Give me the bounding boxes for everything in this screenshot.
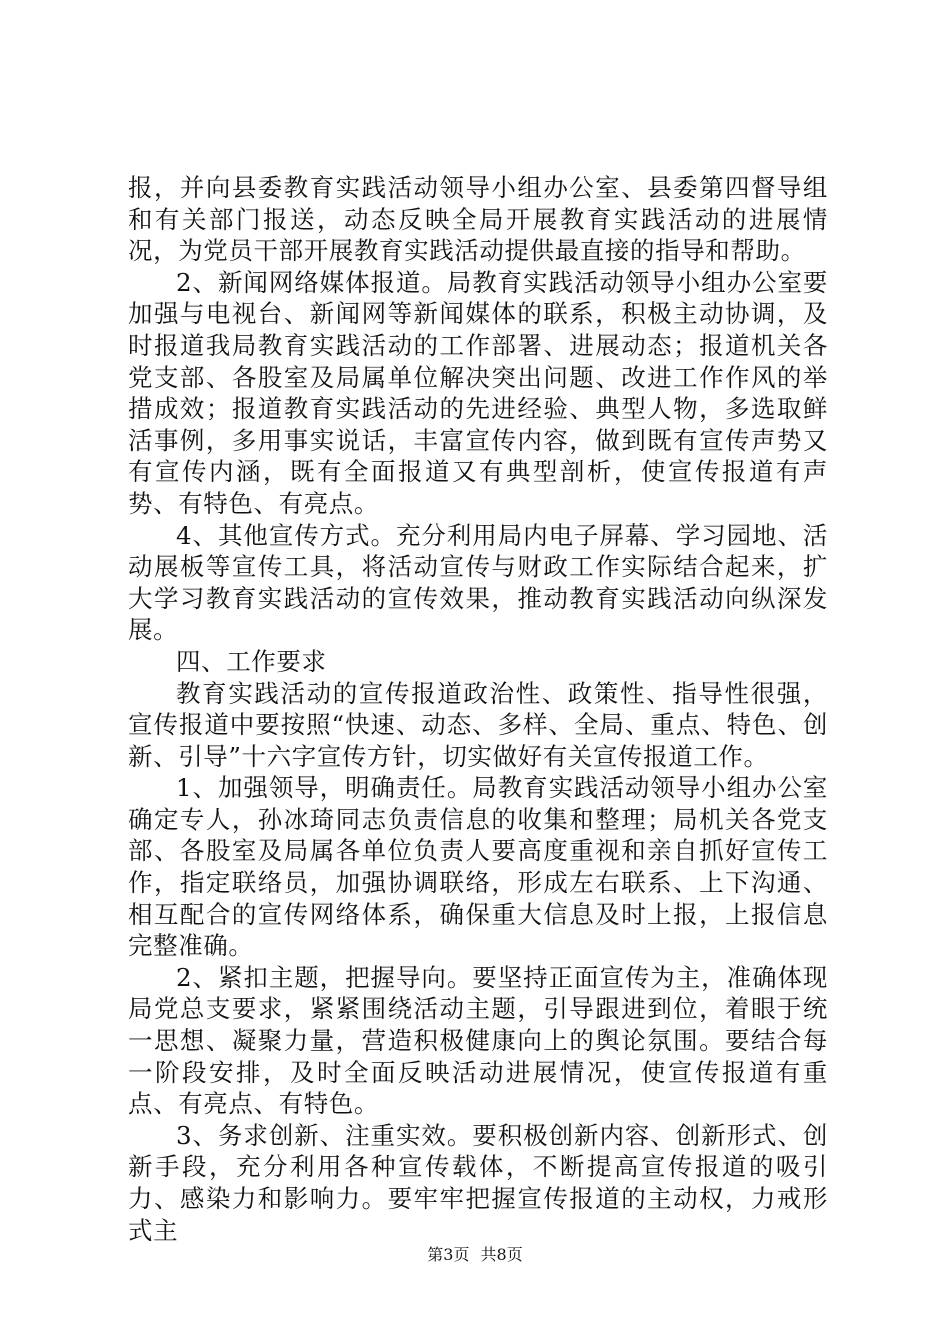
paragraph-other-methods: 4、其他宣传方式。充分利用局内电子屏幕、学习园地、活动展板等宣传工具，将活动宣传与财政工作实际结合起来，扩大学习教育实践活动的宣传效果，推动教育实践活动向纵深发展。 xyxy=(128,520,828,645)
page-total: 共8页 xyxy=(480,1245,523,1264)
document-body xyxy=(128,172,828,1246)
paragraph-theme: 2、紧扣主题，把握导向。要坚持正面宣传为主，准确体现局党总支要求，紧紧围绕活动主题，引导跟进到位，着眼于统一思想、凝聚力量，营造积极健康向上的舆论氛围。要结合每一阶段安排，及时全面反映活动进展情况，使宣传报道有重点、有亮点、有特色。 xyxy=(128,962,828,1119)
page-number: 第3页 xyxy=(427,1245,470,1264)
paragraph-innovation: 3、务求创新、注重实效。要积极创新内容、创新形式、创新手段，充分利用各种宣传载体，不断提高宣传报道的吸引力、感染力和影响力。要牢牢把握宣传报道的主动权，力戒形式主 xyxy=(128,1120,828,1245)
paragraph-requirements-intro: 教育实践活动的宣传报道政治性、政策性、指导性很强，宣传报道中要按照“快速、动态、多样、全局、重点、特色、创新、引导”十六字宣传方针，切实做好有关宣传报道工作。 xyxy=(128,678,828,771)
paragraph-leadership: 1、加强领导，明确责任。局教育实践活动领导小组办公室确定专人，孙冰琦同志负责信息的收集和整理；局机关各党支部、各股室及局属各单位负责人要高度重视和亲自抓好宣传工作，指定联络员，加强协调联络，形成左右联系、上下沟通、相互配合的宣传网络体系，确保重大信息及时上报，上报信息完整准确。 xyxy=(128,773,828,961)
paragraph-news-media: 2、新闻网络媒体报道。局教育实践活动领导小组办公室要加强与电视台、新闻网等新闻媒体的联系，积极主动协调，及时报道我局教育实践活动的工作部署、进展动态；报道机关各党支部、各股室及局属单位解决突出问题、改进工作作风的举措成效；报道教育实践活动的先进经验、典型人物，多选取鲜活事例，多用事实说话，丰富宣传内容，做到既有宣传声势又有宣传内涵，既有全面报道又有典型剖析，使宣传报道有声势、有特色、有亮点。 xyxy=(128,267,828,518)
paragraph-continuation: 报，并向县委教育实践活动领导小组办公室、县委第四督导组和有关部门报送，动态反映全局开展教育实践活动的进展情况，为党员干部开展教育实践活动提供最直接的指导和帮助。 xyxy=(128,173,828,266)
page-footer xyxy=(0,1244,950,1266)
section-heading-work-requirements: 四、工作要求 xyxy=(176,646,327,676)
